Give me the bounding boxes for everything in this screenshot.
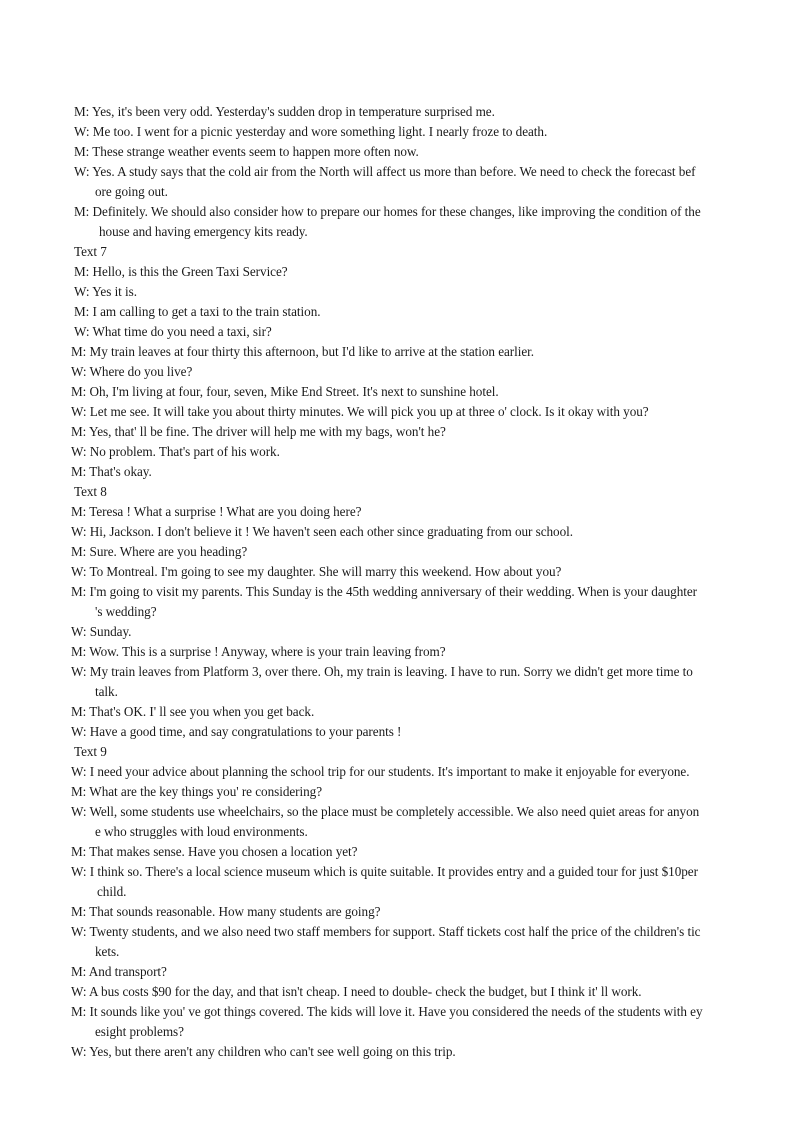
dialogue-line-continuation: house and having emergency kits ready. bbox=[99, 224, 308, 239]
dialogue-line: M: These strange weather events seem to happen more often now. bbox=[74, 144, 419, 159]
dialogue-line: W: Hi, Jackson. I don't believe it ! We haven't seen each other since graduating from our school. bbox=[71, 524, 574, 539]
transcript-page bbox=[0, 102, 793, 1062]
dialogue-line-continuation: kets. bbox=[95, 944, 120, 959]
dialogue-line: M: I am calling to get a taxi to the train station. bbox=[74, 304, 321, 319]
dialogue-line: M: That sounds reasonable. How many students are going? bbox=[71, 904, 381, 919]
dialogue-line: M: That makes sense. Have you chosen a location yet? bbox=[71, 844, 358, 859]
dialogue-line: M: Sure. Where are you heading? bbox=[71, 544, 248, 559]
dialogue-line: M: Yes, that' ll be fine. The driver will help me with my bags, won't he? bbox=[71, 424, 446, 439]
dialogue-line: M: My train leaves at four thirty this afternoon, but I'd like to arrive at the station earlier. bbox=[71, 344, 535, 359]
dialogue-line-continuation: child. bbox=[97, 884, 127, 899]
dialogue-line: W: No problem. That's part of his work. bbox=[71, 444, 280, 459]
dialogue-line: W: I think so. There's a local science museum which is quite suitable. It provides entry and a guided tour for just $10per bbox=[71, 864, 698, 879]
dialogue-line: W: To Montreal. I'm going to see my daughter. She will marry this weekend. How about you? bbox=[71, 564, 562, 579]
dialogue-line: W: Yes, but there aren't any children who can't see well going on this trip. bbox=[71, 1044, 456, 1059]
dialogue-line: W: I need your advice about planning the school trip for our students. It's important to make it enjoyable for everyone. bbox=[71, 764, 690, 779]
dialogue-line: W: Sunday. bbox=[71, 624, 132, 639]
section-heading: Text 8 bbox=[74, 484, 107, 499]
dialogue-line: M: Hello, is this the Green Taxi Service? bbox=[74, 264, 288, 279]
dialogue-line: W: My train leaves from Platform 3, over there. Oh, my train is leaving. I have to run. Sorry we didn't get more time to bbox=[71, 664, 693, 679]
dialogue-line: W: Have a good time, and say congratulations to your parents ! bbox=[71, 724, 402, 739]
dialogue-line: M: What are the key things you' re considering? bbox=[71, 784, 323, 799]
dialogue-line: W: What time do you need a taxi, sir? bbox=[74, 324, 272, 339]
section-heading: Text 9 bbox=[74, 744, 107, 759]
section-heading: Text 7 bbox=[74, 244, 107, 259]
dialogue-line-continuation: talk. bbox=[95, 684, 118, 699]
dialogue-line-continuation: ore going out. bbox=[95, 184, 168, 199]
dialogue-line: M: It sounds like you' ve got things covered. The kids will love it. Have you considered the needs of the students with ey bbox=[71, 1004, 703, 1019]
dialogue-line-continuation: 's wedding? bbox=[95, 604, 157, 619]
dialogue-line: M: Teresa ! What a surprise ! What are you doing here? bbox=[71, 504, 362, 519]
dialogue-line: W: Well, some students use wheelchairs, so the place must be completely accessible. We also need quiet areas for anyon bbox=[71, 804, 700, 819]
dialogue-line: M: That's OK. I' ll see you when you get back. bbox=[71, 704, 315, 719]
dialogue-line-continuation: e who struggles with loud environments. bbox=[95, 824, 308, 839]
dialogue-line: M: And transport? bbox=[71, 964, 167, 979]
dialogue-line: W: Twenty students, and we also need two staff members for support. Staff tickets cost half the price of the children's tic bbox=[71, 924, 701, 939]
dialogue-line: W: Me too. I went for a picnic yesterday and wore something light. I nearly froze to death. bbox=[74, 124, 548, 139]
dialogue-line: W: Yes it is. bbox=[74, 284, 137, 299]
dialogue-line: W: Where do you live? bbox=[71, 364, 193, 379]
dialogue-line: W: Let me see. It will take you about thirty minutes. We will pick you up at three o' clock. Is it okay with you? bbox=[71, 404, 649, 419]
dialogue-line: W: A bus costs $90 for the day, and that isn't cheap. I need to double- check the budget, but I think it' ll work. bbox=[71, 984, 642, 999]
dialogue-line: W: Yes. A study says that the cold air from the North will affect us more than before. We need to check the forecast bef bbox=[74, 164, 696, 179]
dialogue-line: M: I'm going to visit my parents. This Sunday is the 45th wedding anniversary of their wedding. When is your daughter bbox=[71, 584, 698, 599]
dialogue-line: M: Oh, I'm living at four, four, seven, Mike End Street. It's next to sunshine hotel. bbox=[71, 384, 499, 399]
dialogue-line: M: Yes, it's been very odd. Yesterday's sudden drop in temperature surprised me. bbox=[74, 104, 495, 119]
dialogue-line: M: Wow. This is a surprise ! Anyway, where is your train leaving from? bbox=[71, 644, 446, 659]
dialogue-line: M: That's okay. bbox=[71, 464, 152, 479]
dialogue-line-continuation: esight problems? bbox=[95, 1024, 184, 1039]
dialogue-line: M: Definitely. We should also consider how to prepare our homes for these changes, like improving the condition of the bbox=[74, 204, 701, 219]
